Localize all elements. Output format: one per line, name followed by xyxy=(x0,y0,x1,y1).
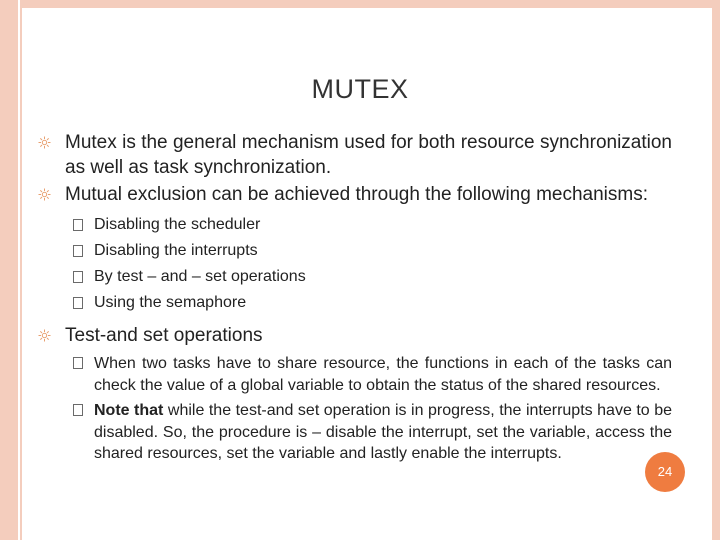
missing-glyph-box-icon xyxy=(73,219,83,231)
list-item: Note that while the test-and set operation is in progress, the interrupts have to be disabled. So, the procedure is – disable the interrupt, set the variable, access the shared resources, set the variable and lastly enable the interrupts. xyxy=(65,400,672,465)
bullet-mutex-definition xyxy=(38,130,672,180)
list-item: When two tasks have to share resource, the functions in each of the tasks can check the value of a global variable to obtain the status of the shared resources. xyxy=(65,353,672,396)
bullet-test-and-set xyxy=(38,323,672,348)
list-item: Disabling the interrupts xyxy=(65,238,672,264)
slide-title: MUTEX xyxy=(311,74,409,104)
mechanisms-list xyxy=(65,212,672,316)
missing-glyph-box-icon xyxy=(73,245,83,257)
bullet-text: Mutual exclusion can be achieved through the following mechanisms: xyxy=(65,184,648,205)
slide-frame-top xyxy=(0,0,720,8)
page-number-badge: 24 xyxy=(645,452,685,492)
sun-bullet-icon xyxy=(38,329,51,342)
list-item: Using the semaphore xyxy=(65,290,672,316)
sun-bullet-icon xyxy=(38,188,51,201)
sun-bullet-icon xyxy=(38,136,51,149)
bullet-text: Test-and set operations xyxy=(65,325,263,346)
missing-glyph-box-icon xyxy=(73,297,83,309)
list-item: By test – and – set operations xyxy=(65,264,672,290)
missing-glyph-box-icon xyxy=(73,404,83,416)
test-and-set-list xyxy=(65,353,672,465)
bullet-mutual-exclusion xyxy=(38,182,672,207)
list-item: Disabling the scheduler xyxy=(65,212,672,238)
bullet-text: Mutex is the general mechanism used for both resource synchronization as well as task synchronization. xyxy=(65,132,672,178)
slide-content xyxy=(38,130,672,472)
missing-glyph-box-icon xyxy=(73,271,83,283)
missing-glyph-box-icon xyxy=(73,357,83,369)
